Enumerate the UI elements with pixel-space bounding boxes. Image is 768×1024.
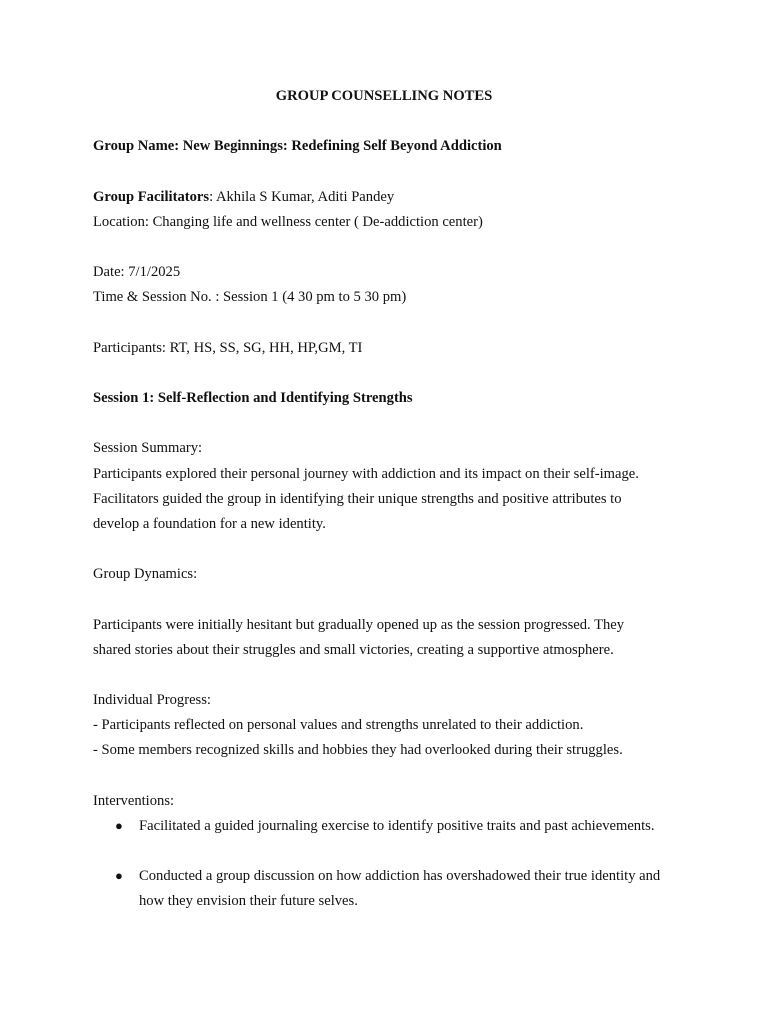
date: Date: 7/1/2025 bbox=[93, 264, 181, 280]
group-facilitators bbox=[93, 187, 394, 207]
interventions-heading: Interventions: bbox=[93, 793, 175, 809]
participants: Participants: RT, HS, SS, SG, HH, HP,GM, TI bbox=[93, 340, 363, 356]
summary-line: Participants explored their personal journey with addiction and its impact on their self-image. bbox=[93, 466, 639, 482]
group-name: Group Name: New Beginnings: Redefining Self Beyond Addiction bbox=[93, 138, 502, 154]
time-session: Time & Session No. : Session 1 (4 30 pm to 5 30 pm) bbox=[93, 289, 407, 305]
dynamics-line: shared stories about their struggles and small victories, creating a supportive atmosphere. bbox=[93, 642, 614, 658]
summary-line: develop a foundation for a new identity. bbox=[93, 516, 326, 532]
facilitators-value: : Akhila S Kumar, Aditi Pandey bbox=[209, 189, 395, 205]
location: Location: Changing life and wellness center ( De-addiction center) bbox=[93, 214, 483, 230]
dynamics-line: Participants were initially hesitant but gradually opened up as the session progressed. They bbox=[93, 617, 625, 633]
summary-heading: Session Summary: bbox=[93, 440, 203, 456]
dynamics-heading: Group Dynamics: bbox=[93, 566, 198, 582]
bullet-icon: ● bbox=[115, 818, 123, 833]
progress-heading: Individual Progress: bbox=[93, 692, 211, 708]
intervention-item: Facilitated a guided journaling exercise to identify positive traits and past achievements. bbox=[139, 818, 655, 834]
document-title: GROUP COUNSELLING NOTES bbox=[275, 88, 493, 104]
session-heading: Session 1: Self-Reflection and Identifying Strengths bbox=[93, 390, 413, 406]
progress-line: - Participants reflected on personal values and strengths unrelated to their addiction. bbox=[93, 717, 584, 733]
progress-line: - Some members recognized skills and hobbies they had overlooked during their struggles. bbox=[93, 742, 623, 758]
bullet-icon: ● bbox=[115, 868, 123, 883]
intervention-item: Conducted a group discussion on how addiction has overshadowed their true identity and how they envision their future selves. bbox=[139, 868, 661, 909]
facilitators-label: Group Facilitators bbox=[93, 189, 210, 205]
summary-line: Facilitators guided the group in identifying their unique strengths and positive attributes to bbox=[93, 491, 622, 507]
